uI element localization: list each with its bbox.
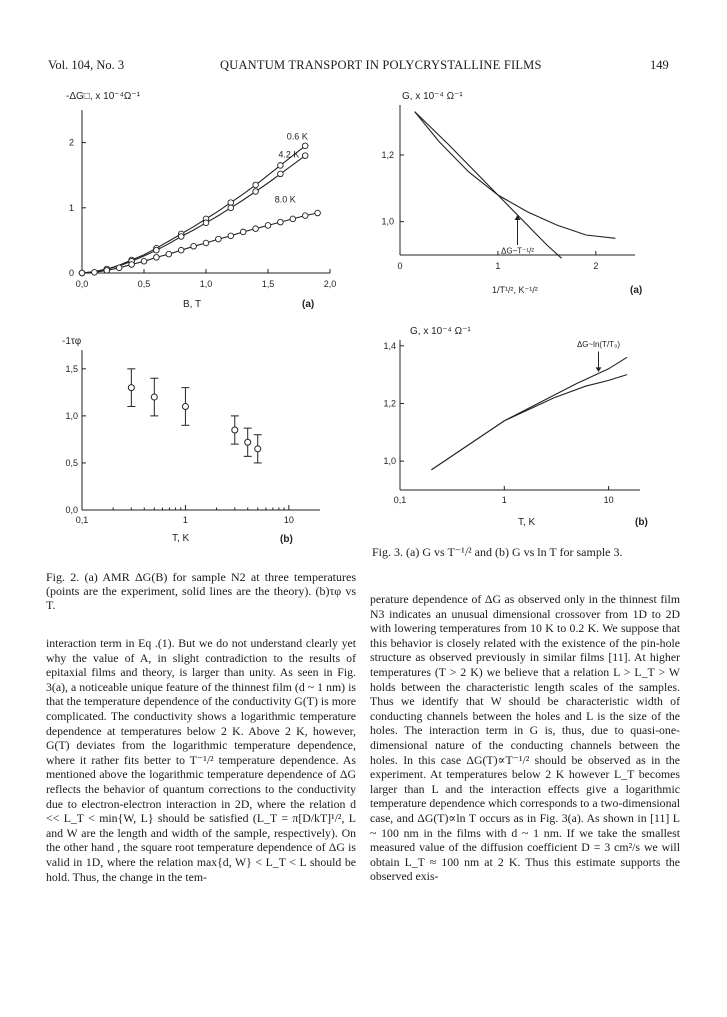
fig3b-annotation: ΔG~ln(T/T₀) [576, 340, 621, 350]
fig2a-point [154, 247, 160, 253]
fig2a-point [253, 189, 259, 195]
fig2b-x-tick-label: 0,1 [75, 515, 89, 525]
fig3a-x-tick-label: 0 [397, 261, 403, 271]
running-header-volume: Vol. 104, No. 3 [48, 58, 125, 72]
fig2b-x-tick-label: 10 [283, 515, 294, 525]
fig2a-point [315, 210, 321, 216]
fig2a-point [278, 171, 284, 177]
fig3b-y-tick-label: 1,2 [383, 398, 396, 409]
body-column-right [370, 592, 680, 884]
fig3b-chart [370, 320, 670, 530]
fig3b-x-tick-label: 0,1 [393, 495, 407, 505]
page-number: 149 [650, 58, 669, 72]
fig2a-curve-label: 0.6 K [286, 131, 308, 142]
fig2a-y-tick-label: 0 [68, 268, 74, 278]
fig3b-line-1 [431, 375, 627, 470]
fig2a-point [178, 247, 184, 253]
fig3a-chart [370, 85, 670, 300]
fig3a-xlabel: 1/T¹/², K⁻¹/² [492, 285, 538, 295]
running-header-title: QUANTUM TRANSPORT IN POLYCRYSTALLINE FILMS [220, 58, 542, 72]
fig3a-x-tick-label: 1 [495, 261, 501, 271]
fig2a-point [203, 220, 209, 226]
fig2b-point [182, 403, 188, 409]
fig2a-x-tick-label: 2,0 [323, 279, 337, 289]
fig2a-point [302, 213, 308, 219]
fig3b-line-0 [431, 357, 627, 470]
fig2a-point [216, 236, 222, 242]
fig3a-line-0 [415, 112, 562, 259]
fig3b-xlabel: T, K [518, 517, 536, 528]
fig2a-curve-label: 8.0 K [274, 194, 296, 205]
fig2a-point [92, 270, 98, 276]
fig2-caption: Fig. 2. (a) AMR ΔG(B) for sample N2 at three temperatures (points are the experiment, solid lines are the theory). (b)τφ vs T. [46, 570, 356, 612]
fig2a-y-tick-label: 1 [68, 202, 74, 213]
fig2a-panel-label: (a) [302, 299, 315, 310]
body-paragraph-right: perature dependence of ΔG as observed only in the thinnest film N3 indicates an unusual dimensional crossover from 1D to 2D with lowering temperatures from 10 K to 0.2 K. We suppose that this behavior is closely related with the existence of the pin-hole structure as observed previously in similar films [11]. At higher temperatures (T > 2 K) we believe that a relation L > L_T > W holds between the characteristic length scales of the samples. Thus we identify that W should be characteristic width of conducting channels between the holes and L is the size of the holes. The interaction term in G is, thus, due to quasi-one-dimensional nature of the conducting channels between the holes. In this case ΔG(T)∝T⁻¹/² should be observed as in the experiment. At temperatures below 2 K however L_T becomes larger than L and the interaction effects give a logarithmic temperature dependence which corresponds to a two-dimensional case, and ΔG(T)∝ln T occurs as in Fig. 3(a). As shown in [11] L ~ 100 nm in the films with d ~ 1 nm. If we take the smallest measured value of the diffusion coefficient D = 3 cm²/s we will obtain L_T ≈ 100 nm at 2 K. Thus this estimate supports the observed exis- [370, 592, 680, 884]
fig2a-point [129, 262, 135, 268]
fig2a-line-1 [82, 156, 305, 273]
fig2a-point [178, 234, 184, 240]
fig2a-point [79, 270, 85, 276]
fig2a-point [240, 229, 246, 235]
fig2b-y-tick-label: 1,0 [65, 410, 78, 421]
fig2b-point [128, 385, 134, 391]
fig2b-chart [40, 320, 370, 545]
fig2b-ylabel: -1τφ [62, 336, 82, 347]
fig3a-panel-label: (a) [630, 285, 643, 296]
fig2b-point [255, 446, 261, 452]
fig3a-annotation: ΔG~T⁻¹/² [501, 246, 534, 256]
fig3a-x-tick-label: 2 [593, 261, 599, 271]
fig2a-point [228, 205, 234, 211]
body-paragraph-left: interaction term in Eq .(1). But we do not understand clearly yet why the value of A, in slight contradiction to the results of epitaxial films and theory, is larger than unity. As seen in Fig. 3(a), a noticeable unique feature of the thinnest film (d ~ 1 nm) is that the temperature dependence of the conductivity G(T) is more complicated. The conductivity shows a logarithmic temperature dependence at temperatures below 2 K. Above 2 K, however, G(T) deviates from the logarithmic temperature dependence, where it rather fits better to T⁻¹/² temperature dependence. As mentioned above the logarithmic temperature dependence of ΔG reflects the behavior of quantum corrections to the conductivity due to electron-electron interaction in 2D, where the relation d << L_T < min{W, L} should be satisfied (L_T = π[D/kT]¹/², L and W are the length and width of the sample, respectively). On the other hand , the square root temperature dependence of ΔG is valid in 1D, where the relation max{d, W} < L_T < L should be hold. Thus, the change in the tem- [46, 636, 356, 884]
fig2a-point [191, 243, 197, 249]
fig3-caption: Fig. 3. (a) G vs T⁻¹/² and (b) G vs ln T for sample 3. [372, 545, 623, 559]
fig2a-xlabel: B, T [183, 299, 202, 310]
fig3a-ylabel: G, x 10⁻⁴ Ω⁻¹ [402, 91, 463, 102]
fig2a-point [154, 255, 160, 261]
fig3b-panel-label: (b) [635, 517, 648, 528]
fig2a-point [302, 153, 308, 159]
fig2a-point [203, 240, 209, 246]
fig2a-point [228, 233, 234, 239]
fig2a-point [278, 219, 284, 225]
fig2b-point [232, 427, 238, 433]
fig2b-point [151, 394, 157, 400]
fig3b-x-tick-label: 10 [603, 495, 614, 505]
fig3b-annotation-arrowhead [595, 367, 601, 371]
fig2a-line-0 [82, 146, 305, 273]
fig2b-xlabel: T, K [172, 533, 190, 544]
fig2a-point [166, 251, 172, 257]
fig2b-point [245, 439, 251, 445]
fig2a-x-tick-label: 1,5 [261, 279, 275, 289]
fig2a-x-tick-label: 0,0 [75, 279, 89, 289]
fig2a-x-tick-label: 1,0 [199, 279, 213, 289]
fig2a-ylabel: -ΔG□, x 10⁻⁴Ω⁻¹ [66, 91, 140, 102]
fig2b-y-tick-label: 0,5 [65, 457, 78, 468]
fig2a-point [141, 258, 147, 264]
fig2a-point [290, 216, 296, 222]
fig2a-y-tick-label: 2 [68, 137, 74, 148]
fig2a-point [116, 265, 122, 271]
fig2a-point [265, 223, 271, 229]
fig3a-y-tick-label: 1,0 [381, 216, 394, 227]
fig2a-point [278, 163, 284, 169]
fig3b-ylabel: G, x 10⁻⁴ Ω⁻¹ [410, 326, 471, 337]
fig2a-curve-label: 4.2 K [278, 149, 300, 160]
fig2a-x-tick-label: 0,5 [137, 279, 151, 289]
fig2a-point [253, 226, 259, 232]
fig2b-panel-label: (b) [280, 534, 293, 545]
fig2b-y-tick-label: 1,5 [65, 363, 78, 374]
fig3b-y-tick-label: 1,0 [383, 456, 396, 467]
fig2b-y-tick-label: 0,0 [65, 505, 78, 515]
fig2a-point [104, 268, 110, 274]
fig3b-y-tick-label: 1,4 [383, 340, 396, 351]
fig3a-y-tick-label: 1,2 [381, 150, 394, 160]
fig3b-x-tick-label: 1 [501, 495, 507, 505]
fig2a-point [302, 143, 308, 149]
body-column-left [46, 636, 356, 884]
fig2a-point [253, 182, 259, 188]
fig2b-x-tick-label: 1 [182, 515, 188, 525]
fig2a-point [228, 200, 234, 206]
fig2a-chart [40, 85, 370, 315]
